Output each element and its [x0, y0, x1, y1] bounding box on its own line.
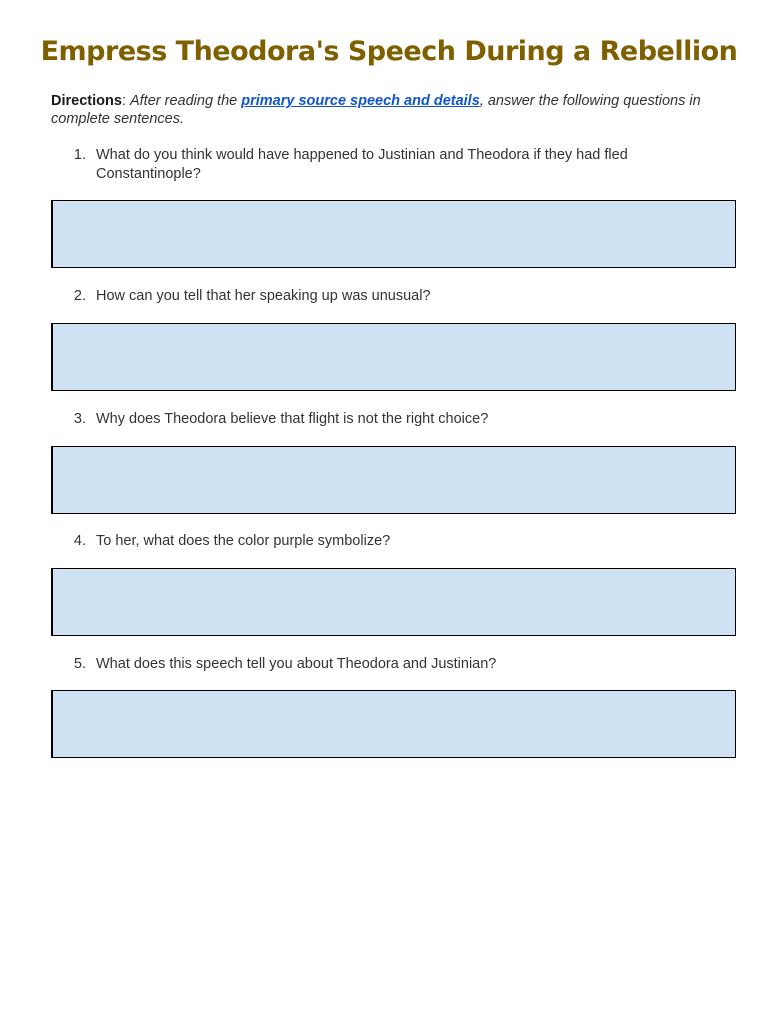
primary-source-link[interactable]: primary source speech and details — [241, 93, 480, 109]
question-text: What do you think would have happened to Justinian and Theodora if they had fled Constantinople? — [96, 147, 628, 182]
question-number: 1. — [73, 147, 86, 163]
question-number: 3. — [73, 411, 86, 427]
answer-box-2[interactable] — [51, 323, 736, 391]
directions-label: Directions — [51, 93, 122, 109]
answer-box-5[interactable] — [51, 690, 736, 758]
question-number: 2. — [73, 288, 86, 304]
question-text: Why does Theodora believe that flight is not the right choice? — [96, 411, 489, 427]
answer-box-3[interactable] — [51, 446, 736, 514]
question-text: To her, what does the color purple symbolize? — [96, 533, 391, 549]
directions-text-before: After reading the — [129, 93, 242, 109]
directions-text-after: , answer the following questions in complete sentences. — [51, 93, 701, 127]
worksheet-title: Empress Theodora's Speech During a Rebellion — [40, 36, 738, 67]
answer-box-4[interactable] — [51, 568, 736, 636]
directions-paragraph — [51, 93, 741, 128]
directions-colon: : — [121, 93, 130, 109]
question-number: 4. — [73, 533, 86, 549]
question-text: What does this speech tell you about Theodora and Justinian? — [96, 656, 497, 672]
answer-box-1[interactable] — [51, 200, 736, 268]
question-text: How can you tell that her speaking up was unusual? — [96, 288, 431, 304]
question-number: 5. — [73, 656, 86, 672]
